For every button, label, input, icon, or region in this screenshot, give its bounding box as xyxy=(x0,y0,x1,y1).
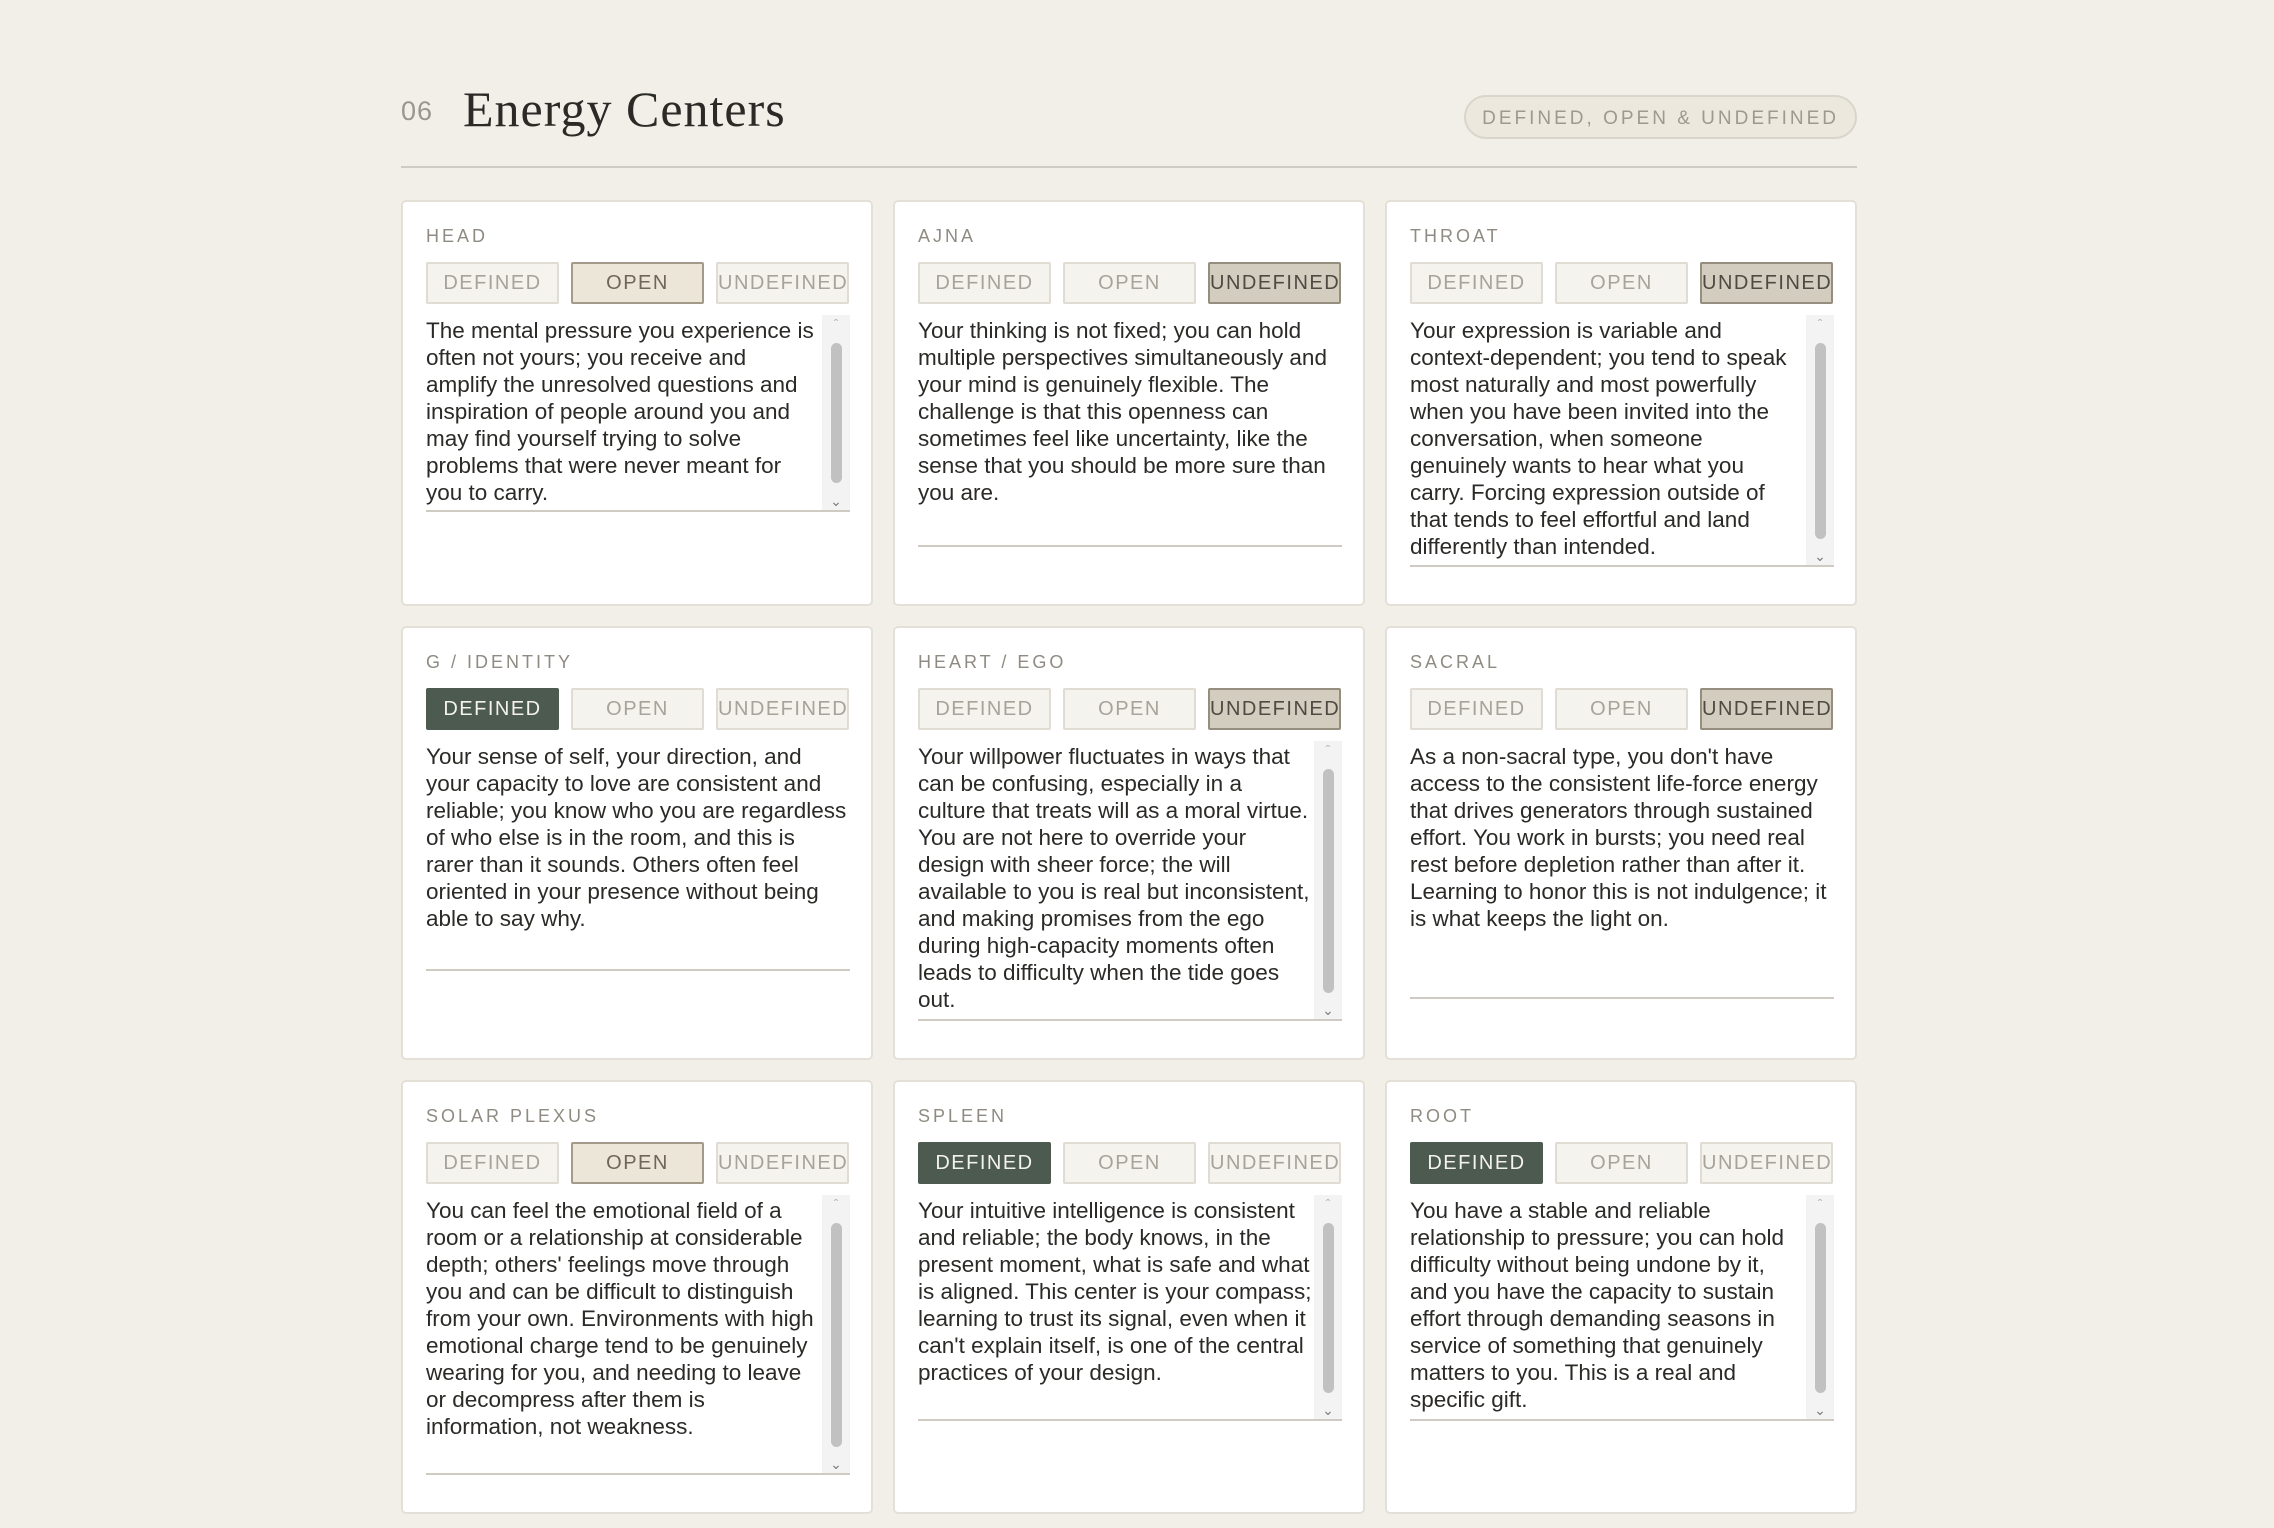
center-label: G / IDENTITY xyxy=(426,652,574,672)
undefined-option[interactable]: UNDEFINED xyxy=(1700,1142,1833,1184)
scroll-down-icon[interactable]: ⌄ xyxy=(1814,1402,1826,1418)
open-option[interactable]: OPEN xyxy=(1063,1142,1196,1184)
center-description-text: The mental pressure you experience is often not yours; you receive and amplify the unresolved questions and inspiration of people around you and may find yourself trying to solve problems that were never meant for you to carry. xyxy=(426,318,814,505)
scroll-down-icon[interactable]: ⌄ xyxy=(1322,1402,1334,1418)
scroll-down-icon[interactable]: ⌄ xyxy=(830,1456,842,1472)
scroll-up-icon[interactable]: ˆ xyxy=(1817,1196,1823,1212)
center-description-text: You can feel the emotional field of a room or a relationship at considerable depth; others' feelings move through you and can be difficult to distinguish from your own. Environments with high emotional charge tend to be genuinely wearing for you, and needing to leave or decompress after them is information, not weakness. xyxy=(426,1198,814,1439)
defined-option[interactable]: DEFINED xyxy=(918,262,1051,304)
center-card-root xyxy=(1385,1080,1857,1514)
center-card-spleen xyxy=(893,1080,1365,1514)
center-card-sacral xyxy=(1385,626,1857,1060)
scroll-up-icon[interactable]: ˆ xyxy=(833,1196,839,1212)
undefined-option[interactable]: UNDEFINED xyxy=(716,262,849,304)
section-title: Energy Centers xyxy=(463,81,786,137)
open-option[interactable]: OPEN xyxy=(571,688,704,730)
undefined-option[interactable]: UNDEFINED xyxy=(1700,262,1833,304)
center-description[interactable] xyxy=(1410,315,1834,567)
open-option[interactable]: OPEN xyxy=(1063,688,1196,730)
defined-option[interactable]: DEFINED xyxy=(918,1142,1051,1184)
center-label: HEAD xyxy=(426,226,489,246)
scrollbar-thumb[interactable] xyxy=(1323,1223,1334,1393)
center-description-text: Your willpower fluctuates in ways that can be confusing, especially in a culture that treats will as a moral virtue. You are not here to override your design with sheer force; the will available to you is real but inconsistent, and making promises from the ego during high-capacity moments often leads to difficulty when the tide goes out. xyxy=(918,744,1310,1012)
center-description[interactable] xyxy=(1410,741,1834,999)
undefined-option[interactable]: UNDEFINED xyxy=(1700,688,1833,730)
open-option[interactable]: OPEN xyxy=(1063,262,1196,304)
scroll-up-icon[interactable]: ˆ xyxy=(1817,316,1823,332)
scrollbar[interactable] xyxy=(1314,1195,1342,1419)
center-card-solar-plexus xyxy=(401,1080,873,1514)
defined-option[interactable]: DEFINED xyxy=(1410,262,1543,304)
scroll-down-icon[interactable]: ⌄ xyxy=(830,493,842,509)
section-badge: DEFINED, OPEN & UNDEFINED xyxy=(1464,95,1857,139)
center-label: AJNA xyxy=(918,226,977,246)
center-description[interactable] xyxy=(426,741,850,971)
undefined-option[interactable]: UNDEFINED xyxy=(1208,262,1341,304)
center-description[interactable] xyxy=(426,1195,850,1475)
center-description[interactable] xyxy=(918,741,1342,1021)
center-description-text: Your intuitive intelligence is consistent and reliable; the body knows, in the present moment, what is safe and what is aligned. This center is your compass; learning to trust its signal, even when it can't explain itself, is one of the central practices of your design. xyxy=(918,1198,1312,1385)
open-option[interactable]: OPEN xyxy=(1555,688,1688,730)
scroll-up-icon[interactable]: ˆ xyxy=(833,316,839,332)
scrollbar-thumb[interactable] xyxy=(1815,1223,1826,1393)
center-description-text: Your sense of self, your direction, and your capacity to love are consistent and reliable; you know who you are regardless of who else is in the room, and this is rarer than it sounds. Others often feel oriented in your presence without being able to say why. xyxy=(426,744,847,931)
undefined-option[interactable]: UNDEFINED xyxy=(1208,688,1341,730)
open-option[interactable]: OPEN xyxy=(571,262,704,304)
center-label: SOLAR PLEXUS xyxy=(426,1106,600,1126)
scrollbar[interactable] xyxy=(1806,315,1834,565)
center-description[interactable] xyxy=(426,315,850,512)
center-label: HEART / EGO xyxy=(918,652,1067,672)
scrollbar[interactable] xyxy=(822,315,850,510)
scrollbar-thumb[interactable] xyxy=(831,1223,842,1447)
center-description-text: As a non-sacral type, you don't have access to the consistent life-force energy that drives generators through sustained effort. You work in bursts; you need real rest before depletion rather than after it. Learning to honor this is not indulgence; it is what keeps the light on. xyxy=(1410,744,1827,931)
center-description[interactable] xyxy=(1410,1195,1834,1421)
scrollbar-thumb[interactable] xyxy=(1323,769,1334,993)
defined-option[interactable]: DEFINED xyxy=(426,688,559,730)
center-card-throat xyxy=(1385,200,1857,606)
defined-option[interactable]: DEFINED xyxy=(1410,688,1543,730)
scrollbar[interactable] xyxy=(1806,1195,1834,1419)
open-option[interactable]: OPEN xyxy=(571,1142,704,1184)
scroll-up-icon[interactable]: ˆ xyxy=(1325,742,1331,758)
center-card-ajna xyxy=(893,200,1365,606)
center-description[interactable] xyxy=(918,315,1342,547)
section-number: 06 xyxy=(401,96,434,126)
undefined-option[interactable]: UNDEFINED xyxy=(716,688,849,730)
defined-option[interactable]: DEFINED xyxy=(426,1142,559,1184)
center-card-head xyxy=(401,200,873,606)
center-label: THROAT xyxy=(1410,226,1501,246)
scroll-up-icon[interactable]: ˆ xyxy=(1325,1196,1331,1212)
open-option[interactable]: OPEN xyxy=(1555,262,1688,304)
center-description-text: Your thinking is not fixed; you can hold multiple perspectives simultaneously and your mind is genuinely flexible. The challenge is that this openness can sometimes feel like uncertainty, like the sense that you should be more sure than you are. xyxy=(918,318,1327,505)
center-label: ROOT xyxy=(1410,1106,1474,1126)
section-header xyxy=(401,74,1857,168)
defined-option[interactable]: DEFINED xyxy=(426,262,559,304)
scrollbar[interactable] xyxy=(822,1195,850,1473)
defined-option[interactable]: DEFINED xyxy=(918,688,1051,730)
scrollbar[interactable] xyxy=(1314,741,1342,1019)
defined-option[interactable]: DEFINED xyxy=(1410,1142,1543,1184)
center-description-text: You have a stable and reliable relationship to pressure; you can hold difficulty without being undone by it, and you have the capacity to sustain effort through demanding seasons in service of something that genuinely matters to you. This is a real and specific gift. xyxy=(1410,1198,1784,1412)
scroll-down-icon[interactable]: ⌄ xyxy=(1814,548,1826,564)
open-option[interactable]: OPEN xyxy=(1555,1142,1688,1184)
center-label: SPLEEN xyxy=(918,1106,1008,1126)
scrollbar-thumb[interactable] xyxy=(1815,343,1826,539)
center-label: SACRAL xyxy=(1410,652,1501,672)
scrollbar-thumb[interactable] xyxy=(831,343,842,483)
center-card-g-identity xyxy=(401,626,873,1060)
center-description[interactable] xyxy=(918,1195,1342,1421)
center-description-text: Your expression is variable and context-dependent; you tend to speak most naturally and most powerfully when you have been invited into the conversation, when someone genuinely wants to hear what you carry. Forcing expression outside of that tends to feel effortful and land differently than intended. xyxy=(1410,318,1787,559)
undefined-option[interactable]: UNDEFINED xyxy=(1208,1142,1341,1184)
scroll-down-icon[interactable]: ⌄ xyxy=(1322,1002,1334,1018)
center-card-heart-ego xyxy=(893,626,1365,1060)
undefined-option[interactable]: UNDEFINED xyxy=(716,1142,849,1184)
